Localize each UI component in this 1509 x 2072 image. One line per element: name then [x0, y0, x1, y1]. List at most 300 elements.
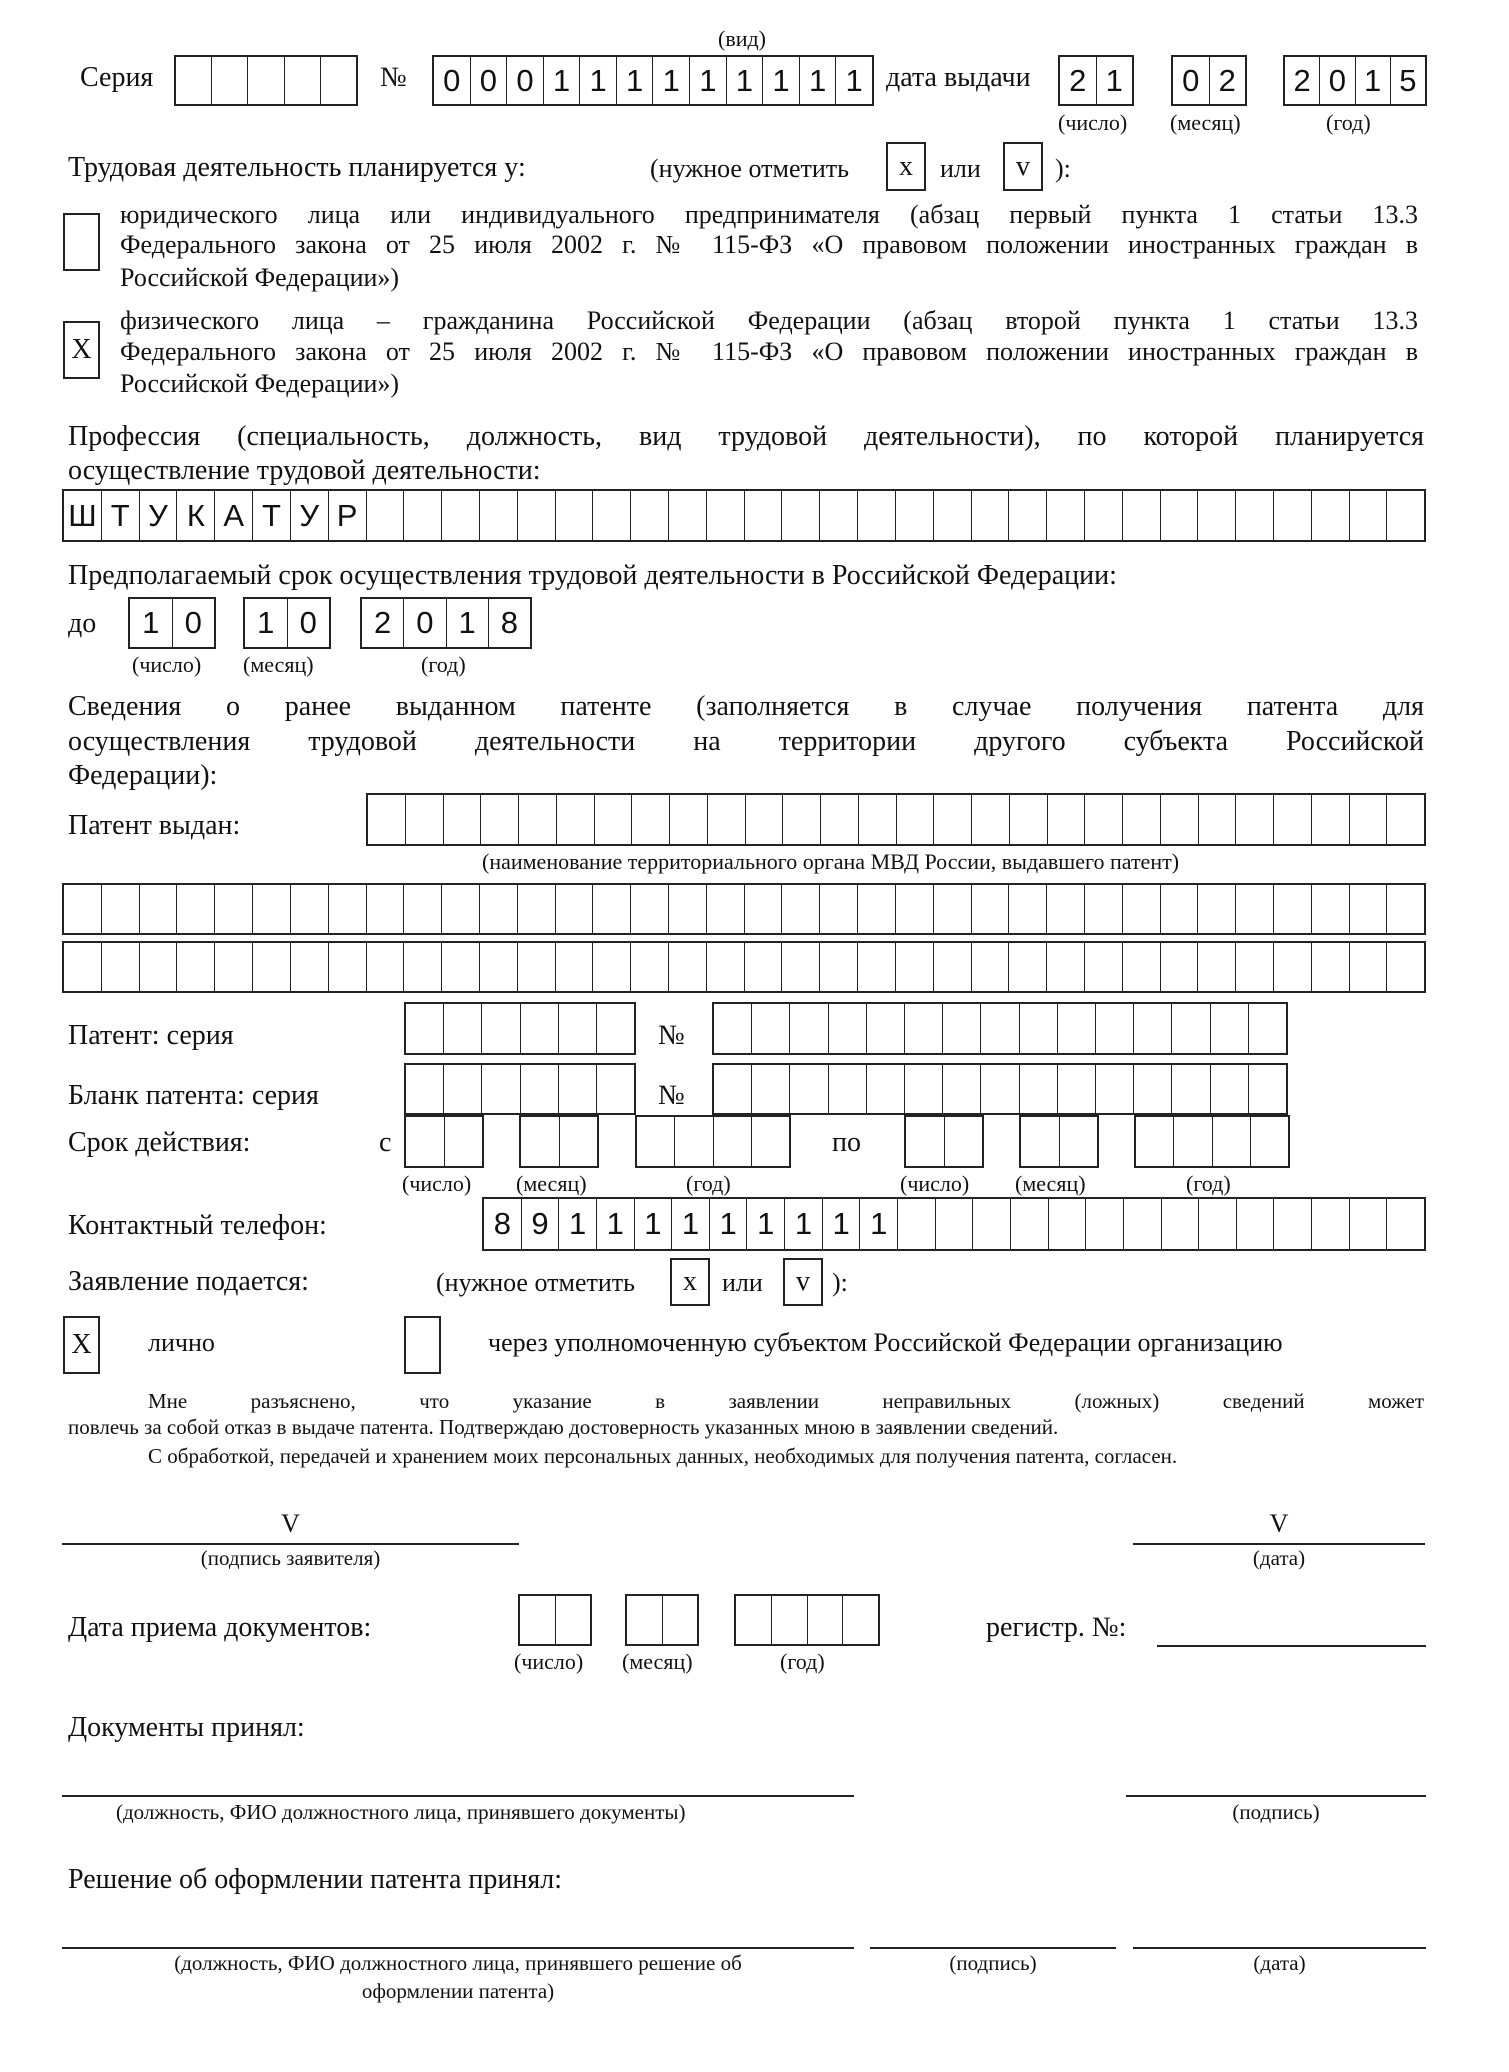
form-cell[interactable]: [140, 885, 178, 933]
form-cell[interactable]: [897, 795, 935, 844]
form-cell[interactable]: [936, 1199, 974, 1249]
form-cell[interactable]: 0: [471, 57, 508, 104]
form-cell[interactable]: [248, 57, 284, 104]
form-cell[interactable]: 8: [484, 1199, 522, 1249]
form-cell[interactable]: [406, 1004, 444, 1053]
form-cell[interactable]: 0: [1173, 57, 1210, 104]
form-cell[interactable]: [102, 943, 140, 991]
form-cell[interactable]: [943, 1004, 981, 1053]
form-cell[interactable]: [445, 1117, 483, 1166]
form-cell[interactable]: [597, 1065, 634, 1113]
term-year-caption: (год): [421, 652, 466, 677]
form-cell[interactable]: [714, 1117, 752, 1166]
form-cell[interactable]: [367, 491, 405, 540]
form-cell[interactable]: [934, 885, 972, 933]
form-cell[interactable]: 1: [447, 599, 489, 647]
form-cell[interactable]: [1047, 885, 1085, 933]
form-cell[interactable]: [518, 943, 556, 991]
form-cell[interactable]: [981, 1004, 1019, 1053]
form-cell[interactable]: [1124, 1199, 1162, 1249]
form-cell[interactable]: [829, 1065, 867, 1113]
form-cell[interactable]: [177, 943, 215, 991]
form-cell[interactable]: [1350, 491, 1388, 540]
receipt-month-boxes[interactable]: [625, 1594, 699, 1646]
form-cell[interactable]: [102, 885, 140, 933]
form-cell[interactable]: [1058, 1065, 1096, 1113]
form-cell[interactable]: [808, 1596, 844, 1644]
form-cell[interactable]: [1312, 795, 1350, 844]
form-cell[interactable]: [1236, 491, 1274, 540]
form-cell[interactable]: [670, 795, 708, 844]
form-cell[interactable]: [905, 1004, 943, 1053]
form-cell[interactable]: [1274, 885, 1312, 933]
form-cell[interactable]: [1161, 491, 1199, 540]
form-cell[interactable]: 2: [1218, 62, 1236, 98]
form-cell[interactable]: [1047, 943, 1085, 991]
form-cell[interactable]: [1085, 795, 1123, 844]
form-cell[interactable]: [1085, 885, 1123, 933]
patent-number-boxes[interactable]: [712, 1002, 1288, 1055]
form-cell[interactable]: [1312, 885, 1350, 933]
form-cell[interactable]: [714, 1065, 752, 1113]
issued-by-boxes-row2[interactable]: [62, 883, 1426, 935]
form-cell[interactable]: [521, 1004, 559, 1053]
form-cell[interactable]: [905, 1065, 943, 1113]
form-cell[interactable]: 1: [800, 57, 837, 104]
form-cell[interactable]: [1086, 1199, 1124, 1249]
validity-to-month-boxes[interactable]: [1019, 1115, 1099, 1168]
form-cell[interactable]: [906, 1117, 945, 1166]
form-cell[interactable]: [559, 1004, 597, 1053]
form-cell[interactable]: [1161, 795, 1199, 844]
form-cell[interactable]: К: [177, 491, 215, 540]
form-cell[interactable]: 1: [559, 1199, 597, 1249]
form-cell[interactable]: У: [291, 491, 329, 540]
form-cell[interactable]: 1: [130, 599, 173, 647]
form-cell[interactable]: [1236, 943, 1274, 991]
form-cell[interactable]: У: [140, 491, 178, 540]
form-cell[interactable]: 2: [1285, 57, 1320, 104]
form-cell[interactable]: [896, 885, 934, 933]
form-cell[interactable]: [64, 885, 102, 933]
submit-personally-checkbox[interactable]: Х: [63, 1316, 100, 1374]
form-cell[interactable]: [595, 795, 633, 844]
receipt-day-boxes[interactable]: [518, 1594, 592, 1646]
form-cell[interactable]: 0: [434, 57, 471, 104]
form-cell[interactable]: [790, 1065, 828, 1113]
form-cell[interactable]: [1387, 1199, 1424, 1249]
form-cell[interactable]: [972, 943, 1010, 991]
form-cell[interactable]: [406, 1065, 444, 1113]
form-cell[interactable]: [481, 795, 519, 844]
form-cell[interactable]: [329, 943, 367, 991]
form-cell[interactable]: [1274, 943, 1312, 991]
form-cell[interactable]: [934, 491, 972, 540]
form-cell[interactable]: [1350, 1199, 1388, 1249]
form-cell[interactable]: 5: [1399, 62, 1417, 98]
form-cell[interactable]: 1: [597, 1199, 635, 1249]
form-cell[interactable]: [858, 885, 896, 933]
form-cell[interactable]: [1387, 885, 1424, 933]
form-cell[interactable]: [820, 943, 858, 991]
form-cell[interactable]: [820, 491, 858, 540]
form-cell[interactable]: 1: [1105, 62, 1123, 98]
form-cell[interactable]: [1312, 491, 1350, 540]
form-cell[interactable]: [934, 943, 972, 991]
form-cell[interactable]: [859, 795, 897, 844]
form-cell[interactable]: [790, 1004, 828, 1053]
form-cell[interactable]: [593, 943, 631, 991]
form-cell[interactable]: [520, 1596, 556, 1644]
issue-day-boxes[interactable]: [1058, 55, 1134, 106]
term-month-boxes[interactable]: [243, 597, 331, 649]
form-cell[interactable]: Т: [253, 491, 291, 540]
form-cell[interactable]: [1387, 491, 1424, 540]
applicant-signature-line[interactable]: [62, 1543, 519, 1545]
form-cell[interactable]: [1274, 1199, 1312, 1249]
form-cell[interactable]: [1198, 885, 1236, 933]
form-cell[interactable]: [444, 1004, 482, 1053]
form-cell[interactable]: [480, 943, 518, 991]
form-cell[interactable]: [1009, 885, 1047, 933]
form-cell[interactable]: [518, 885, 556, 933]
form-cell[interactable]: 1: [672, 1199, 710, 1249]
option-legal-checkbox[interactable]: [63, 213, 100, 271]
form-cell[interactable]: [321, 57, 356, 104]
form-cell[interactable]: [593, 885, 631, 933]
form-cell[interactable]: [1123, 943, 1161, 991]
form-cell[interactable]: [480, 491, 518, 540]
receipt-year-boxes[interactable]: [734, 1594, 880, 1646]
phone-boxes[interactable]: [482, 1197, 1426, 1251]
form-cell[interactable]: [1136, 1117, 1174, 1166]
form-cell[interactable]: [368, 795, 406, 844]
form-cell[interactable]: [444, 795, 482, 844]
form-cell[interactable]: [1060, 1117, 1098, 1166]
form-cell[interactable]: [597, 1004, 634, 1053]
form-cell[interactable]: 1: [845, 62, 863, 98]
form-cell[interactable]: [442, 943, 480, 991]
form-cell[interactable]: 1: [727, 57, 764, 104]
form-cell[interactable]: [519, 795, 557, 844]
form-cell[interactable]: [745, 943, 783, 991]
form-cell[interactable]: [1387, 943, 1424, 991]
form-cell[interactable]: 1: [763, 57, 800, 104]
form-cell[interactable]: [1134, 1004, 1172, 1053]
form-cell[interactable]: 1: [747, 1199, 785, 1249]
form-cell[interactable]: [1312, 1199, 1350, 1249]
form-cell[interactable]: [1237, 1199, 1275, 1249]
form-cell[interactable]: [140, 943, 178, 991]
form-cell[interactable]: [442, 885, 480, 933]
form-cell[interactable]: [752, 1065, 790, 1113]
form-cell[interactable]: [632, 795, 670, 844]
form-cell[interactable]: 1: [245, 599, 288, 647]
form-cell[interactable]: 1: [635, 1199, 673, 1249]
form-cell[interactable]: [176, 57, 212, 104]
form-cell[interactable]: [631, 491, 669, 540]
form-cell[interactable]: [1048, 795, 1086, 844]
form-cell[interactable]: [482, 1004, 520, 1053]
form-cell[interactable]: [631, 885, 669, 933]
form-cell[interactable]: [1011, 1199, 1049, 1249]
validity-to-day-boxes[interactable]: [904, 1115, 984, 1168]
form-cell[interactable]: Ш: [64, 491, 102, 540]
form-cell[interactable]: [215, 943, 253, 991]
form-cell[interactable]: [1211, 1004, 1249, 1053]
form-cell[interactable]: [631, 943, 669, 991]
form-cell[interactable]: [1274, 491, 1312, 540]
form-cell[interactable]: [1350, 943, 1388, 991]
form-cell[interactable]: [746, 795, 784, 844]
form-cell[interactable]: [1123, 795, 1161, 844]
blank-series-boxes[interactable]: [404, 1063, 636, 1115]
form-cell[interactable]: [215, 885, 253, 933]
form-cell[interactable]: [714, 1004, 752, 1053]
form-cell[interactable]: [404, 491, 442, 540]
issue-month-boxes[interactable]: [1171, 55, 1247, 106]
form-cell[interactable]: [675, 1117, 713, 1166]
form-cell[interactable]: 1: [617, 57, 654, 104]
form-cell[interactable]: [480, 885, 518, 933]
form-cell[interactable]: [973, 1199, 1011, 1249]
form-cell[interactable]: [945, 1117, 983, 1166]
form-cell[interactable]: [1251, 1117, 1288, 1166]
form-cell[interactable]: [253, 885, 291, 933]
form-cell[interactable]: 1: [580, 57, 617, 104]
form-cell[interactable]: [367, 943, 405, 991]
form-cell[interactable]: [663, 1596, 698, 1644]
form-cell[interactable]: [291, 943, 329, 991]
form-cell[interactable]: 0: [184, 605, 202, 640]
form-cell[interactable]: [560, 1117, 598, 1166]
form-cell[interactable]: [1010, 795, 1048, 844]
form-cell[interactable]: [708, 795, 746, 844]
form-cell[interactable]: [1312, 943, 1350, 991]
form-cell[interactable]: [782, 943, 820, 991]
form-cell[interactable]: [1020, 1065, 1058, 1113]
form-cell[interactable]: 8: [500, 605, 518, 640]
form-cell[interactable]: [843, 1596, 878, 1644]
decision-official-line[interactable]: [62, 1947, 854, 1949]
form-cell[interactable]: [782, 885, 820, 933]
form-cell[interactable]: [752, 1117, 789, 1166]
form-cell[interactable]: 1: [823, 1199, 861, 1249]
form-cell[interactable]: [783, 795, 821, 844]
form-cell[interactable]: [406, 1117, 445, 1166]
form-cell[interactable]: [867, 1065, 905, 1113]
form-cell[interactable]: [1049, 1199, 1087, 1249]
form-cell[interactable]: [404, 885, 442, 933]
form-cell[interactable]: [518, 491, 556, 540]
term-day-boxes[interactable]: [128, 597, 216, 649]
decision-sign-caption: (подпись): [949, 1951, 1037, 1975]
form-cell[interactable]: [521, 1065, 559, 1113]
form-cell[interactable]: [736, 1596, 772, 1644]
form-cell[interactable]: [291, 885, 329, 933]
form-cell[interactable]: [1021, 1117, 1060, 1166]
issued-by-boxes-row3[interactable]: [62, 941, 1426, 993]
accepted-by-line[interactable]: [62, 1795, 854, 1797]
form-cell[interactable]: [1058, 1004, 1096, 1053]
form-cell[interactable]: [482, 1065, 520, 1113]
form-cell[interactable]: [1085, 491, 1123, 540]
form-cell[interactable]: 1: [544, 57, 581, 104]
form-cell[interactable]: [1213, 1117, 1251, 1166]
form-cell[interactable]: [177, 885, 215, 933]
form-cell[interactable]: 1: [1356, 57, 1391, 104]
form-cell[interactable]: [972, 491, 1010, 540]
form-cell[interactable]: [972, 795, 1010, 844]
decision-sign-line[interactable]: [870, 1947, 1116, 1949]
form-cell[interactable]: [1387, 795, 1424, 844]
profession-boxes[interactable]: [62, 489, 1426, 542]
form-cell[interactable]: 0: [507, 57, 544, 104]
applicant-date-line[interactable]: [1133, 1543, 1425, 1545]
form-cell[interactable]: [745, 885, 783, 933]
issue-year-boxes[interactable]: [1283, 55, 1427, 106]
form-cell[interactable]: [1172, 1004, 1210, 1053]
form-cell[interactable]: [1161, 885, 1199, 933]
form-cell[interactable]: 0: [1320, 57, 1355, 104]
form-cell[interactable]: [521, 1117, 560, 1166]
form-cell[interactable]: А: [215, 491, 253, 540]
form-cell[interactable]: [556, 1596, 591, 1644]
reg-no-line[interactable]: [1157, 1645, 1426, 1647]
submit-via-org-checkbox[interactable]: [404, 1316, 441, 1374]
form-cell[interactable]: [637, 1117, 675, 1166]
decision-date-line[interactable]: [1133, 1947, 1426, 1949]
form-cell[interactable]: [1350, 795, 1388, 844]
form-cell[interactable]: [1009, 943, 1047, 991]
blank-number-boxes[interactable]: [712, 1063, 1288, 1115]
form-cell[interactable]: [745, 491, 783, 540]
form-cell[interactable]: [772, 1596, 808, 1644]
form-cell[interactable]: [1350, 885, 1388, 933]
form-cell[interactable]: 0: [404, 599, 446, 647]
form-cell[interactable]: [858, 943, 896, 991]
form-cell[interactable]: [1236, 795, 1274, 844]
form-cell[interactable]: [829, 1004, 867, 1053]
form-cell[interactable]: [559, 1065, 597, 1113]
form-cell[interactable]: [707, 885, 745, 933]
issued-by-boxes-row1[interactable]: [366, 793, 1426, 846]
form-cell[interactable]: [329, 885, 367, 933]
form-cell[interactable]: [1123, 491, 1161, 540]
form-cell[interactable]: 1: [710, 1199, 748, 1249]
form-cell[interactable]: [669, 943, 707, 991]
form-cell[interactable]: [669, 491, 707, 540]
form-cell[interactable]: [367, 885, 405, 933]
form-cell[interactable]: [820, 885, 858, 933]
form-cell[interactable]: [406, 795, 444, 844]
validity-from-year-boxes[interactable]: [635, 1115, 791, 1168]
form-cell[interactable]: [782, 491, 820, 540]
form-cell[interactable]: Т: [102, 491, 140, 540]
form-cell[interactable]: [1172, 1065, 1210, 1113]
form-cell[interactable]: [896, 491, 934, 540]
form-cell[interactable]: 2: [362, 599, 404, 647]
form-cell[interactable]: [1249, 1004, 1286, 1053]
validity-from-day-boxes[interactable]: [404, 1115, 484, 1168]
form-cell[interactable]: 1: [860, 1199, 898, 1249]
form-cell[interactable]: [444, 1065, 482, 1113]
form-cell[interactable]: [212, 57, 248, 104]
form-cell[interactable]: [627, 1596, 663, 1644]
form-cell[interactable]: [64, 943, 102, 991]
form-cell[interactable]: [1123, 885, 1161, 933]
form-cell[interactable]: [752, 1004, 790, 1053]
form-cell[interactable]: [1162, 1199, 1200, 1249]
patent-series-boxes[interactable]: [404, 1002, 636, 1055]
form-cell[interactable]: [1085, 943, 1123, 991]
form-cell[interactable]: 0: [299, 605, 317, 640]
form-cell[interactable]: [253, 943, 291, 991]
form-cell[interactable]: [1236, 885, 1274, 933]
option-person-checkbox[interactable]: Х: [63, 321, 100, 379]
form-cell[interactable]: [669, 885, 707, 933]
form-cell[interactable]: [934, 795, 972, 844]
form-cell[interactable]: [557, 795, 595, 844]
validity-from-month-boxes[interactable]: [519, 1115, 599, 1168]
validity-to-year-boxes[interactable]: [1134, 1115, 1290, 1168]
term-year-boxes[interactable]: [360, 597, 532, 649]
form-cell[interactable]: [556, 885, 594, 933]
form-cell[interactable]: [707, 491, 745, 540]
form-cell[interactable]: [821, 795, 859, 844]
form-cell[interactable]: 1: [653, 57, 690, 104]
form-cell[interactable]: [1198, 943, 1236, 991]
form-cell[interactable]: [1211, 1065, 1249, 1113]
form-cell[interactable]: [556, 943, 594, 991]
form-cell[interactable]: [1096, 1065, 1134, 1113]
form-cell[interactable]: [1020, 1004, 1058, 1053]
series-boxes[interactable]: [174, 55, 358, 106]
form-cell[interactable]: 9: [522, 1199, 560, 1249]
form-cell[interactable]: [1249, 1065, 1286, 1113]
form-cell[interactable]: [896, 943, 934, 991]
form-cell[interactable]: Р: [329, 491, 367, 540]
accepted-sign-line[interactable]: [1126, 1795, 1426, 1797]
form-cell[interactable]: [593, 491, 631, 540]
form-cell[interactable]: [442, 491, 480, 540]
form-cell[interactable]: [1096, 1004, 1134, 1053]
form-cell[interactable]: [981, 1065, 1019, 1113]
form-cell[interactable]: 1: [785, 1199, 823, 1249]
form-cell[interactable]: [858, 491, 896, 540]
form-cell[interactable]: [404, 943, 442, 991]
form-cell[interactable]: [1134, 1065, 1172, 1113]
form-cell[interactable]: 1: [690, 57, 727, 104]
form-cell[interactable]: [972, 885, 1010, 933]
form-cell[interactable]: [943, 1065, 981, 1113]
form-cell[interactable]: [1161, 943, 1199, 991]
form-cell[interactable]: [285, 57, 321, 104]
form-cell[interactable]: [556, 491, 594, 540]
form-cell[interactable]: [1198, 491, 1236, 540]
form-cell[interactable]: [1047, 491, 1085, 540]
form-cell[interactable]: [1174, 1117, 1212, 1166]
form-cell[interactable]: [898, 1199, 936, 1249]
form-cell[interactable]: [1009, 491, 1047, 540]
form-cell[interactable]: 2: [1060, 57, 1097, 104]
form-cell[interactable]: [707, 943, 745, 991]
form-cell[interactable]: [1274, 795, 1312, 844]
document-number-boxes[interactable]: [432, 55, 874, 106]
form-cell[interactable]: [867, 1004, 905, 1053]
form-cell[interactable]: [1199, 795, 1237, 844]
form-cell[interactable]: [1199, 1199, 1237, 1249]
